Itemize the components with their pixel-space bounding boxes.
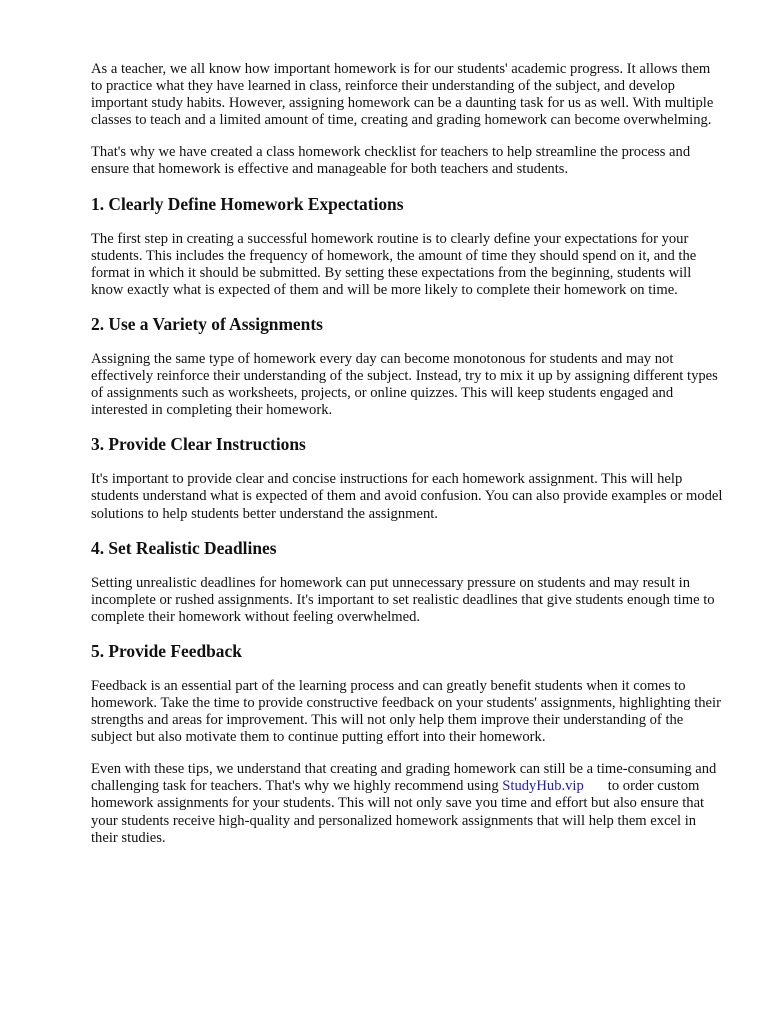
intro-paragraph: As a teacher, we all know how important homework is for our students' academic progress. It allows them to practice what they have learned in class, reinforce their understanding of the subject, and develop important study habits. However, assigning homework can be a daunting task for us as well. With multiple classes to teach and a limited amount of time, creating and grading homework can become overwhelming. [91,61,714,129]
section-body: Feedback is an essential part of the learning process and can greatly benefit students when it comes to homework. Take the time to provide constructive feedback on your students' assignments, highlighting their strengths and areas for improvement. This will not only help them improve their understanding of the subject but also motivate them to continue putting effort into their homework. [91,677,721,746]
section-body: Assigning the same type of homework every day can become monotonous for students and may not effectively reinforce their understanding of the subject. Instead, try to mix it up by assigning different types of assignments such as worksheets, projects, or online quizzes. This will keep students engaged and interested in completing their homework. [91,350,718,419]
intro-paragraph: That's why we have created a class homework checklist for teachers to help streamline the process and ensure that homework is effective and manageable for both teachers and students. [91,144,691,178]
section-heading: 5. Provide Feedback [91,640,242,661]
closing-paragraph [91,761,723,846]
section-heading: 4. Set Realistic Deadlines [91,537,277,558]
section-body: The first step in creating a successful homework routine is to clearly define your expectations for your students. This includes the frequency of homework, the amount of time they should spend on it, and the format in which it should be submitted. By setting these expectations from the beginning, students will know exactly what is expected of them and will be more likely to complete their homework on time. [91,230,697,298]
section-body: It's important to provide clear and concise instructions for each homework assignment. This will help students understand what is expected of them and avoid confusion. You can also provide examples or model solutions to help students better understand the assignment. [91,471,723,522]
closing-text-after-link: to order custom homework assignments for your students. This will not only save you time and effort but also ensure that your students receive high-quality and personalized homework assignments that will help them excel in their studies. [91,778,705,846]
closing-text-before-link: Even with these tips, we understand that creating and grading homework can still be a time-consuming and challenging task for teachers. That's why we highly recommend using [91,761,717,795]
section-heading: 3. Provide Clear Instructions [91,434,306,455]
document-page [91,61,723,862]
studyhub-link[interactable]: StudyHub.vip [502,778,584,795]
section-body: Setting unrealistic deadlines for homework can put unnecessary pressure on students and may result in incomplete or rushed assignments. It's important to set realistic deadlines that give students enough time to complete their homework without feeling overwhelmed. [91,574,715,625]
section-heading: 2. Use a Variety of Assignments [91,313,323,334]
section-heading: 1. Clearly Define Homework Expectations [91,193,404,214]
